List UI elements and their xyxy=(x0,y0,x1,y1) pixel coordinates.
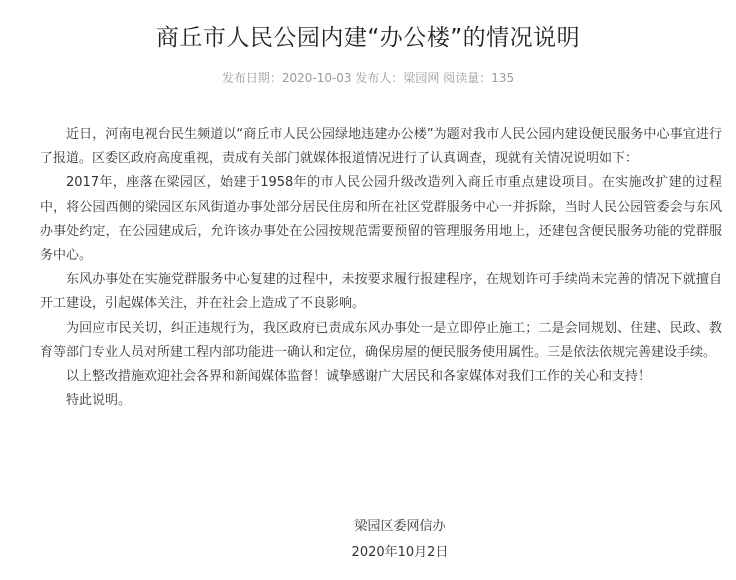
signature-org: 梁园区委网信办 xyxy=(354,519,446,534)
paragraph: 近日，河南电视台民生频道以“商丘市人民公园绿地违建办公楼”为题对我市人民公园内建设便民服务中心事宜进行了报道。区委区政府高度重视，责成有关部门就媒体报道情况进行了认真调查，现就有关情况说明如下： xyxy=(40,127,722,167)
author: 梁园网 xyxy=(403,71,440,85)
paragraph: 2017年，座落在梁园区，始建于1958年的市人民公园升级改造列入商丘市重点建设项目。在实施改扩建的过程中，将公园西侧的梁园区东风街道办事处部分居民住房和所在社区党群服务中心一并拆除，当时人民公园管委会与东风办事处约定，在公园建成后，允许该办事处在公园按规范需要预留的管理服务用地上，还建包含便民服务功能的党群服务中心。 xyxy=(40,175,722,264)
article-body xyxy=(40,123,722,413)
author-label: 发布人： xyxy=(355,71,404,85)
article-title: 商丘市人民公园内建“办公楼”的情况说明 xyxy=(155,25,581,51)
paragraph: 以上整改措施欢迎社会各界和新闻媒体监督！诚挚感谢广大居民和各家媒体对我们工作的关心和支持！ xyxy=(66,369,652,385)
view-count: 135 xyxy=(491,71,515,85)
paragraph: 为回应市民关切，纠正违规行为，我区政府已责成东风办事处一是立即停止施工；二是会同规划、住建、民政、教育等部门专业人员对所建工程内部功能进一确认和定位，确保房屋的便民服务使用属性。三是依法依规完善建设手续。 xyxy=(40,320,722,360)
views-label: 阅读量： xyxy=(443,71,492,85)
publish-date: 2020-10-03 xyxy=(281,71,352,85)
article-meta xyxy=(0,68,736,88)
publish-date-label: 发布日期： xyxy=(221,71,282,85)
paragraph: 特此说明。 xyxy=(66,393,132,409)
paragraph: 东风办事处在实施党群服务中心复建的过程中，未按要求履行报建程序，在规划许可手续尚未完善的情况下就擅自开工建设，引起媒体关注，并在社会上造成了不良影响。 xyxy=(40,272,722,312)
signature-date: 2020年10月2日 xyxy=(351,545,449,560)
